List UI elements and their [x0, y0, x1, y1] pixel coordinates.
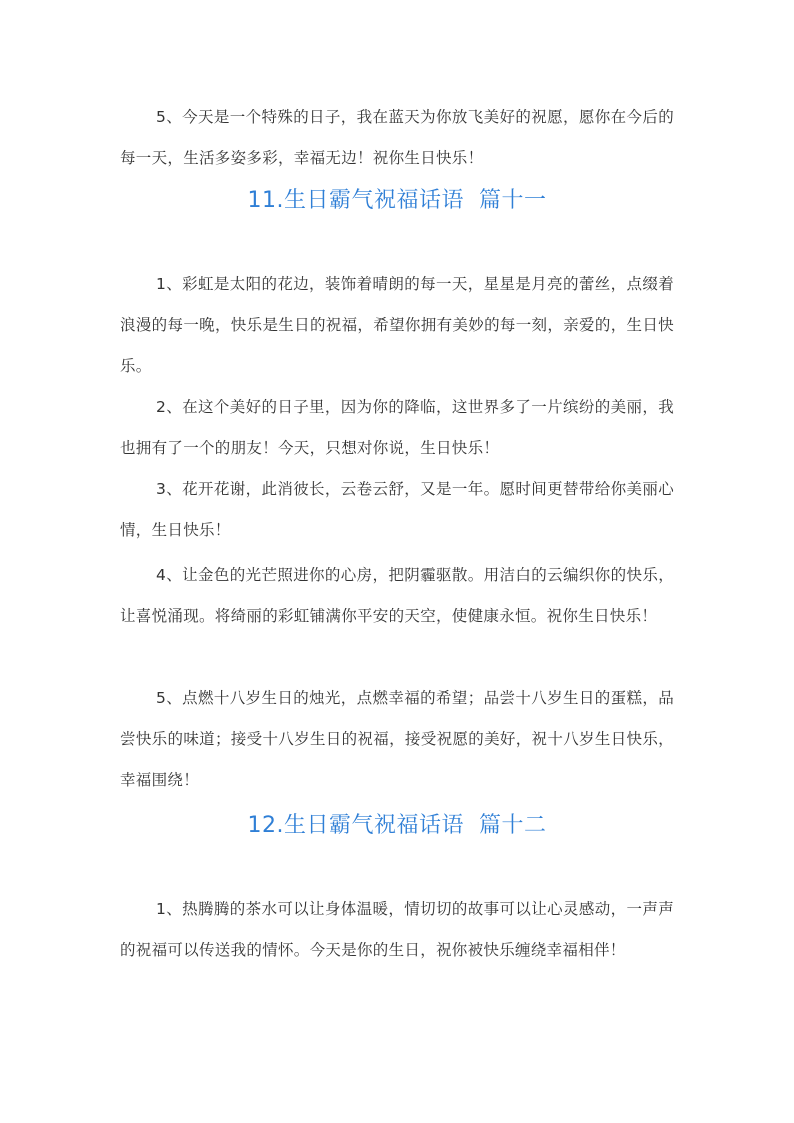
paragraph-intro-5: 5、今天是一个特殊的日子，我在蓝天为你放飞美好的祝愿，愿你在今后的每一天，生活多姿多彩，幸福无边！祝你生日快乐！ [120, 108, 674, 167]
paragraph-11-3: 3、花开花谢，此消彼长，云卷云舒，又是一年。愿时间更替带给你美丽心情，生日快乐！ [120, 480, 674, 539]
section-heading-11: 11.生日霸气祝福话语 篇十一 [247, 188, 547, 213]
paragraph-11-2: 2、在这个美好的日子里，因为你的降临，这世界多了一片缤纷的美丽，我也拥有了一个的朋友！今天，只想对你说，生日快乐！ [120, 398, 674, 457]
paragraph-11-1: 1、彩虹是太阳的花边，装饰着晴朗的每一天，星星是月亮的蕾丝，点缀着浪漫的每一晚，快乐是生日的祝福，希望你拥有美妙的每一刻，亲爱的，生日快乐。 [120, 275, 674, 375]
paragraph-12-1: 1、热腾腾的茶水可以让身体温暖，情切切的故事可以让心灵感动，一声声的祝福可以传送我的情怀。今天是你的生日，祝你被快乐缠绕幸福相伴！ [120, 900, 674, 959]
paragraph-11-4: 4、让金色的光芒照进你的心房，把阴霾驱散。用洁白的云编织你的快乐，让喜悦涌现。将绮丽的彩虹铺满你平安的天空，使健康永恒。祝你生日快乐！ [120, 566, 674, 625]
section-heading-12: 12.生日霸气祝福话语 篇十二 [247, 813, 547, 838]
paragraph-11-5: 5、点燃十八岁生日的烛光，点燃幸福的希望；品尝十八岁生日的蛋糕，品尝快乐的味道；接受十八岁生日的祝福，接受祝愿的美好，祝十八岁生日快乐，幸福围绕！ [120, 689, 674, 789]
